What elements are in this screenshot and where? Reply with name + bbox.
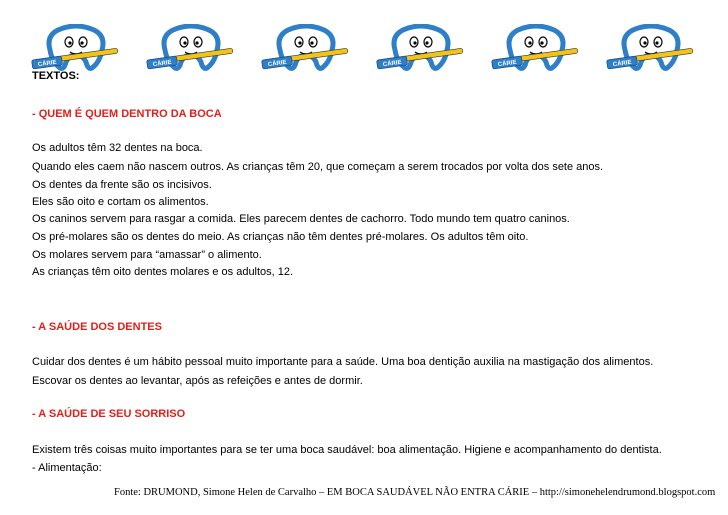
text-line: Quando eles caem não nascem outros. As crianças têm 20, que começam a serem trocados por volta dos sete anos. <box>32 161 604 173</box>
svg-text:CÁRIE: CÁRIE <box>382 59 402 69</box>
tooth-brush-icon <box>30 24 122 72</box>
section-title: - A SAÚDE DOS DENTES <box>32 321 162 333</box>
svg-text:CÁRIE: CÁRIE <box>267 59 287 69</box>
text-line: As crianças têm oito dentes molares e os adultos, 12. <box>32 266 294 278</box>
section-title: - QUEM É QUEM DENTRO DA BOCA <box>32 108 222 120</box>
svg-text:CÁRIE: CÁRIE <box>497 59 517 69</box>
svg-text:CÁRIE: CÁRIE <box>612 59 632 69</box>
page-heading: TEXTOS: <box>32 70 80 82</box>
tooth-brush-icon <box>145 24 237 72</box>
text-line: Cuidar dos dentes é um hábito pessoal muito importante para a saúde. Uma boa dentição auxilia na mastigação dos alimentos. <box>32 356 654 368</box>
tooth-brush-icon <box>375 24 467 72</box>
text-line: Os pré-molares são os dentes do meio. As crianças não têm dentes pré-molares. Os adultos têm oito. <box>32 231 529 243</box>
section-title: - A SAÚDE DE SEU SORRISO <box>32 408 186 420</box>
text-line: Os dentes da frente são os incisivos. <box>32 179 212 191</box>
tooth-brush-icon <box>260 24 352 72</box>
text-line: Eles são oito e cortam os alimentos. <box>32 196 209 208</box>
source-footer: Fonte: DRUMOND, Simone Helen de Carvalho – EM BOCA SAUDÁVEL NÃO ENTRA CÁRIE – http://simonehelendrumond.blogspot.com <box>114 487 716 498</box>
text-line: Existem três coisas muito importantes para se ter uma boca saudável: boa alimentação. Higiene e acompanhamento do dentista. <box>32 444 662 456</box>
tooth-brush-icon <box>605 24 697 72</box>
text-line: Os caninos servem para rasgar a comida. Eles parecem dentes de cachorro. Todo mundo tem quatro caninos. <box>32 213 570 225</box>
tooth-brush-icon <box>490 24 582 72</box>
svg-text:CÁRIE: CÁRIE <box>152 59 172 69</box>
svg-text:CÁRIE: CÁRIE <box>37 59 57 69</box>
text-line: Os molares servem para “amassar” o alimento. <box>32 249 262 261</box>
tooth-banner <box>30 24 710 74</box>
text-line: - Alimentação: <box>32 462 102 474</box>
text-line: Escovar os dentes ao levantar, após as refeições e antes de dormir. <box>32 375 363 387</box>
text-line: Os adultos têm 32 dentes na boca. <box>32 142 203 154</box>
